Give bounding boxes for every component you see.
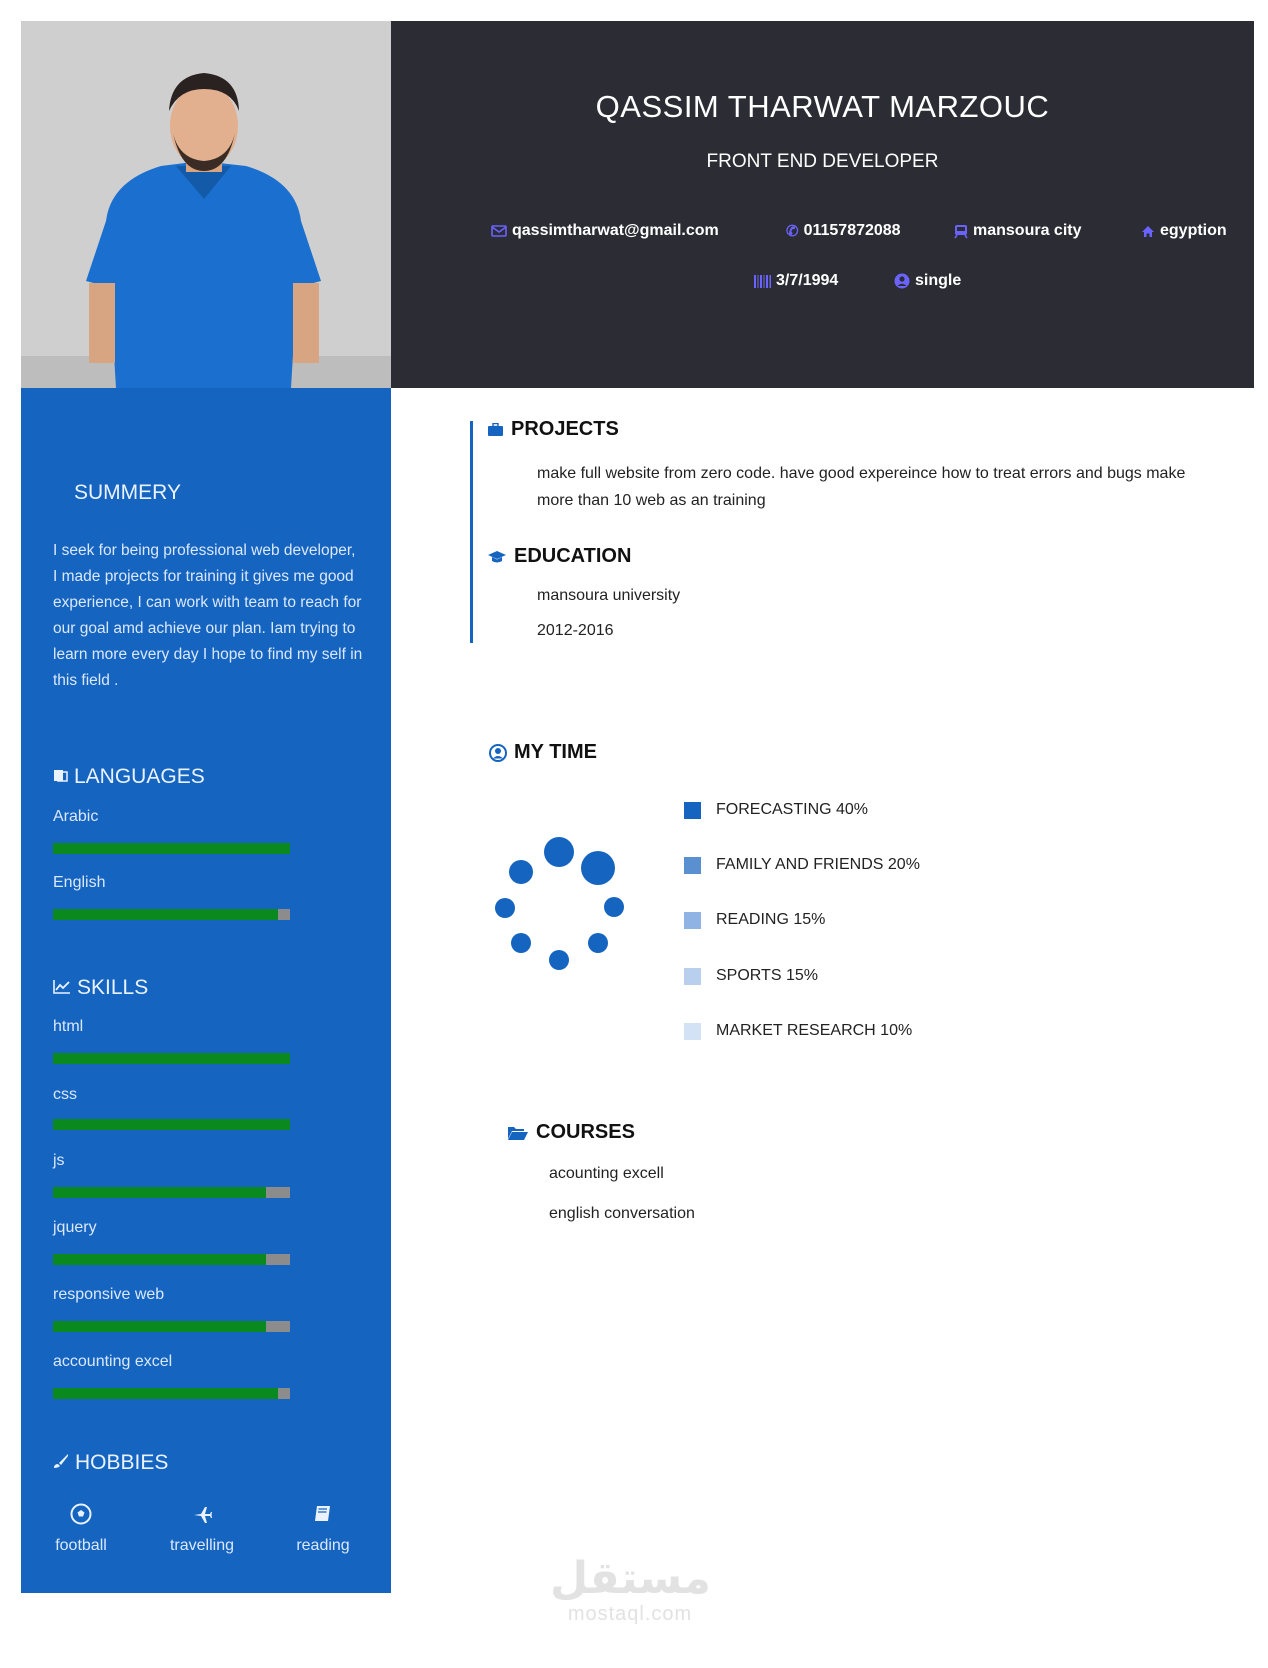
contact-email[interactable] <box>491 222 719 240</box>
phone-text: 01157872088 <box>803 222 901 239</box>
hobbies-title-text: HOBBIES <box>75 1451 169 1474</box>
summary-title <box>74 481 181 505</box>
profile-photo <box>21 21 391 388</box>
legend-swatch <box>684 857 701 874</box>
brush-icon <box>53 1451 69 1475</box>
header <box>391 21 1254 388</box>
briefcase-icon <box>487 423 504 437</box>
course-item: english conversation <box>549 1205 695 1222</box>
mytime-title <box>489 741 597 764</box>
skill-bar-fill <box>53 1053 290 1064</box>
skill-label: responsive web <box>53 1286 165 1303</box>
watermark-latin: mostaql.com <box>567 1603 693 1625</box>
skills-title-text: SKILLS <box>77 976 149 999</box>
spinner-dot <box>604 897 624 917</box>
language-bar <box>53 909 290 920</box>
education-school: mansoura university <box>537 587 681 604</box>
language-bar <box>53 843 290 854</box>
folder-open-icon <box>507 1125 529 1141</box>
skill-label: js <box>53 1152 65 1169</box>
spinner-dot <box>511 933 531 953</box>
summary-title-text: SUMMERY <box>74 481 181 504</box>
language-label: English <box>53 874 106 891</box>
email-text: qassimtharwat@gmail.com <box>512 222 719 239</box>
languages-title-text: LANGUAGES <box>74 765 205 788</box>
home-icon <box>1141 225 1155 238</box>
birthdate-text: 3/7/1994 <box>776 272 839 289</box>
language-label: Arabic <box>53 808 99 825</box>
projects-text-line2: more than 10 web as an training <box>537 492 766 509</box>
course-item: acounting excell <box>549 1165 664 1182</box>
hobby-label: reading <box>296 1537 350 1554</box>
legend-swatch <box>684 1023 701 1040</box>
contact-phone[interactable] <box>786 222 901 240</box>
spinner-dot <box>588 933 608 953</box>
language-icon <box>53 765 68 789</box>
projects-text-line1: make full website from zero code. have good expereince how to treat errors and bugs make <box>537 465 1186 482</box>
hobby-label: football <box>55 1537 107 1554</box>
graduation-cap-icon <box>487 550 507 564</box>
skill-bar <box>53 1388 290 1399</box>
contact-birthdate <box>754 272 838 290</box>
legend-item <box>684 856 920 874</box>
language-bar-fill <box>53 843 290 854</box>
spinner-dot <box>509 860 533 884</box>
skill-label: html <box>53 1018 84 1035</box>
spinner-dot <box>544 837 574 867</box>
legend-item <box>684 801 868 819</box>
spinner-dot <box>495 898 515 918</box>
languages-title <box>53 765 205 789</box>
legend-item <box>684 967 818 985</box>
barcode-icon <box>754 275 771 288</box>
education-title <box>487 545 631 568</box>
phone-icon: ✆ <box>786 223 799 240</box>
skill-bar-fill <box>53 1119 290 1130</box>
mytime-title-text: MY TIME <box>514 741 597 763</box>
education-years: 2012-2016 <box>537 622 614 639</box>
legend-item <box>684 1022 912 1040</box>
contact-status <box>894 272 961 290</box>
courses-title <box>507 1121 635 1144</box>
courses-title-text: COURSES <box>536 1121 635 1143</box>
skill-bar-fill <box>53 1187 266 1198</box>
city-text: mansoura city <box>973 222 1082 239</box>
watermark-arabic: مستقل <box>550 1553 711 1604</box>
skill-label: jquery <box>53 1219 97 1236</box>
user-circle-icon <box>894 273 910 289</box>
legend-swatch <box>684 802 701 819</box>
nationality-text: egyption <box>1160 222 1227 239</box>
user-circle-icon <box>489 744 507 762</box>
spinner-dot <box>581 851 615 885</box>
skill-bar <box>53 1254 290 1265</box>
legend-label: FORECASTING 40% <box>716 801 869 818</box>
timeline-line <box>470 421 473 643</box>
loading-spinner-graphic <box>488 828 628 978</box>
legend-swatch <box>684 912 701 929</box>
education-title-text: EDUCATION <box>514 545 632 567</box>
skill-bar <box>53 1321 290 1332</box>
skill-label: css <box>53 1086 77 1103</box>
watermark <box>550 1555 710 1626</box>
skill-bar <box>53 1053 290 1064</box>
full-name: QASSIM THARWAT MARZOUC <box>595 89 1050 124</box>
hobby-reading <box>273 1503 373 1555</box>
skills-title <box>53 976 148 1000</box>
legend-label: FAMILY AND FRIENDS 20% <box>716 856 920 873</box>
plane-icon <box>191 1503 213 1525</box>
legend-swatch <box>684 968 701 985</box>
skill-bar-fill <box>53 1321 266 1332</box>
job-title: FRONT END DEVELOPER <box>706 151 939 172</box>
language-bar-fill <box>53 909 278 920</box>
projects-title-text: PROJECTS <box>511 418 619 440</box>
hobby-football <box>31 1503 131 1555</box>
hobby-label: travelling <box>169 1537 235 1554</box>
legend-item <box>684 911 825 929</box>
legend-label: SPORTS 15% <box>716 967 818 984</box>
football-icon <box>70 1503 92 1525</box>
summary-text: I seek for being professional web developer, I made projects for training it gives me good experience, I can work with team to reach for our goal amd achieve our plan. Iam trying to learn more every day I hope to find my self in this field . <box>53 542 363 689</box>
status-text: single <box>915 272 962 289</box>
envelope-icon <box>491 224 507 238</box>
skill-bar-fill <box>53 1254 266 1265</box>
hobby-travelling <box>152 1503 252 1555</box>
person-illustration <box>21 21 391 388</box>
skill-label: accounting excel <box>53 1353 173 1370</box>
projects-title <box>487 418 619 441</box>
contact-city <box>954 222 1081 240</box>
book-icon <box>312 1503 334 1525</box>
spinner-dot <box>549 950 569 970</box>
contact-nationality <box>1141 222 1227 240</box>
legend-label: READING 15% <box>716 911 826 928</box>
sidebar <box>21 388 391 1593</box>
skill-bar <box>53 1119 290 1130</box>
skill-bar-fill <box>53 1388 278 1399</box>
train-icon <box>954 224 968 239</box>
legend-label: MARKET RESEARCH 10% <box>716 1022 913 1039</box>
skill-bar <box>53 1187 290 1198</box>
chart-line-icon <box>53 976 71 1000</box>
hobbies-title <box>53 1451 168 1475</box>
